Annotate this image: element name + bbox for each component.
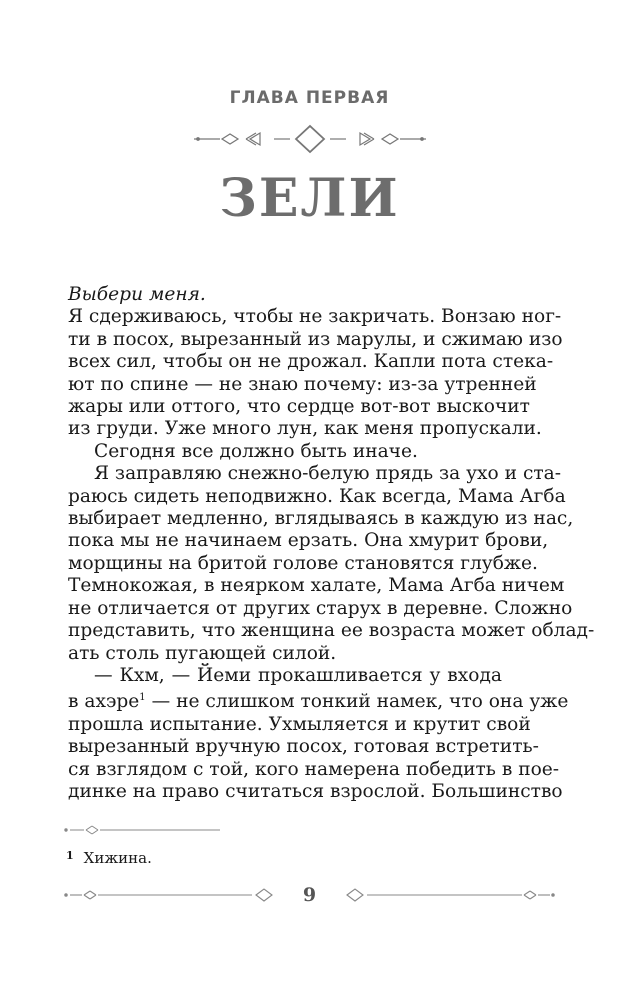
text-line: прошла испытание. Ухмыляется и крутит свой: [68, 713, 531, 735]
text-line: ти в посох, вырезанный из марулы, и сжимаю изо: [68, 328, 563, 350]
ornament-divider-icon: [190, 124, 430, 154]
text-line: раюсь сидеть неподвижно. Как всегда, Мама Агба: [68, 485, 566, 507]
text-line: ся взглядом с той, кого намерена победить в пое-: [68, 758, 560, 780]
page-number: 9: [302, 884, 317, 906]
text-line: пока мы не начинаем ерзать. Она хмурит брови,: [68, 530, 549, 552]
text-line: всех сил, чтобы он не дрожал. Капли пота стека-: [68, 351, 554, 373]
text-line: [68, 687, 569, 714]
paragraph-1: [68, 284, 502, 306]
footnote: [66, 849, 152, 867]
footnote-reference: 1: [139, 692, 146, 704]
text-line: вырезанный вручную посох, готовая встретить-: [68, 736, 539, 758]
footnote-text: Хижина.: [83, 849, 152, 867]
text-line: ют по спине — не знаю почему: из-за утренней: [68, 373, 537, 395]
text-line: Я сдерживаюсь, чтобы не закричать. Вонзаю ног-: [68, 306, 562, 328]
footnote-marker: 1: [66, 849, 74, 862]
footnote-divider-icon: [62, 822, 222, 838]
body-text: [68, 284, 595, 804]
text-line: жары или оттого, что сердце вот-вот выскочит: [68, 396, 530, 418]
text-line: Выбери меня.: [68, 284, 206, 305]
paragraph-2: [68, 306, 563, 440]
text-fragment: в ахэре: [68, 691, 140, 713]
text-line: Я заправляю снежно-белую прядь за ухо и ста-: [94, 463, 562, 485]
text-line: ать столь пугающей силой.: [68, 642, 337, 664]
chapter-label: ГЛАВА ПЕРВАЯ: [229, 88, 390, 108]
paragraph-5: [68, 664, 569, 804]
text-line: морщины на бритой голове становятся глубже.: [68, 552, 538, 574]
text-line: динке на право считаться взрослой. Большинство: [68, 781, 563, 803]
paragraph-4: [68, 463, 595, 665]
paragraph-3: [68, 441, 502, 463]
text-line: Сегодня все должно быть иначе.: [94, 440, 418, 462]
text-fragment: — не слишком тонкий намек, что она уже: [145, 691, 569, 713]
text-line: представить, что женщина ее возраста может облад-: [68, 620, 595, 642]
text-line: не отличается от других старух в деревне. Сложно: [68, 597, 573, 619]
text-line: выбирает медленно, вглядываясь в каждую из нас,: [68, 508, 574, 530]
text-line: Темнокожая, в неярком халате, Мама Агба ничем: [68, 575, 565, 597]
text-line: — Кхм, — Йеми прокашливается у входа: [94, 664, 502, 686]
chapter-title: ЗЕЛИ: [219, 168, 400, 229]
text-line: из груди. Уже много лун, как меня пропускали.: [68, 418, 542, 440]
